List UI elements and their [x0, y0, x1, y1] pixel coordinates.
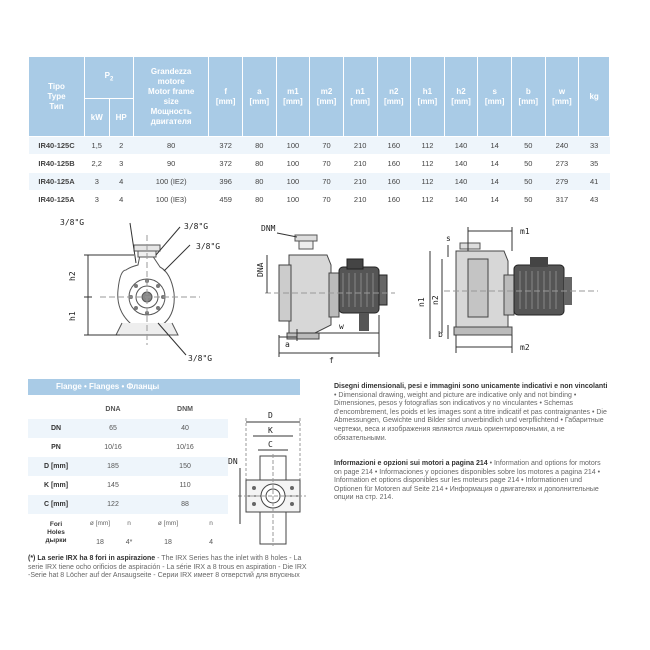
flange-cell-dnm: 110 [142, 476, 228, 495]
port-label-bottom: 3/8"G [188, 354, 213, 363]
table-cell: 80 [243, 155, 277, 173]
port-label-right: 3/8"G [196, 242, 221, 251]
table-cell: 3 [85, 191, 109, 209]
table-cell: 80 [133, 137, 208, 155]
table-cell: 50 [512, 191, 546, 209]
dim-label-m1: m1 [520, 227, 530, 236]
pump-front-view-drawing [60, 215, 250, 365]
flange-row [28, 495, 228, 514]
table-cell: 14 [478, 173, 512, 191]
table-cell: 140 [444, 173, 478, 191]
dim-label-h1: h1 [68, 311, 77, 321]
table-cell: 4 [109, 173, 133, 191]
table-cell: 210 [343, 173, 377, 191]
dim-label-s: s [446, 234, 451, 243]
flange-row [28, 438, 228, 457]
table-cell: 100 [276, 173, 310, 191]
dim-label-w: w [339, 322, 344, 331]
header-n1: n1 [mm] [343, 57, 377, 137]
table-cell: 80 [243, 173, 277, 191]
table-cell: 210 [343, 155, 377, 173]
table-cell: 100 (IE2) [133, 173, 208, 191]
table-cell: 140 [444, 155, 478, 173]
table-cell: 112 [411, 155, 445, 173]
flange-row [28, 476, 228, 495]
model-cell: IR40-125A [29, 173, 85, 191]
flange-cell-dnm: 150 [142, 457, 228, 476]
flange-footnote: (*) La serie IRX ha 8 fori in aspirazione - The IRX Series has the inlet with 8 holes - La serie IRX tiene ocho orificios de aspiración - La série IRX a 8 trous en aspiration - Die IRX -Serie hat 8 Löcher auf der Ansaugseite - Серии IRX имеет 8 отверстий для впускных [28, 555, 307, 580]
table-cell: 100 (IE3) [133, 191, 208, 209]
flange-dim-dn: DN [228, 457, 238, 466]
table-cell: 41 [579, 173, 610, 191]
table-cell: 2,2 [85, 155, 109, 173]
header-kw: kW [85, 99, 109, 137]
table-cell: 160 [377, 137, 411, 155]
table-cell: 160 [377, 191, 411, 209]
flange-corner [28, 400, 84, 419]
flange-cell-label: C [mm] [28, 495, 84, 514]
flange-fori-sub-dna-diam: ø [mm] [84, 514, 116, 533]
flange-fori-sub-dnm-diam: ø [mm] [142, 514, 194, 533]
table-cell: 372 [209, 137, 243, 155]
flange-fori-sub-dnm-n: n [194, 514, 228, 533]
header-m1: m1 [mm] [276, 57, 310, 137]
flange-cell-dnm: 10/16 [142, 438, 228, 457]
table-cell: 70 [310, 155, 344, 173]
table-row [29, 191, 610, 209]
flange-cell-label: K [mm] [28, 476, 84, 495]
dim-label-n2: n2 [431, 295, 440, 305]
header-a: a [mm] [243, 57, 277, 137]
table-row [29, 137, 610, 155]
table-cell: 35 [579, 155, 610, 173]
header-f: f [mm] [209, 57, 243, 137]
port-label-top-right: 3/8"G [184, 222, 209, 231]
table-cell: 14 [478, 137, 512, 155]
flange-cell-label: PN [28, 438, 84, 457]
table-cell: 50 [512, 137, 546, 155]
dim-label-b: b [438, 330, 443, 339]
header-m2: m2 [mm] [310, 57, 344, 137]
flange-row [28, 457, 228, 476]
flange-cell-dna: 65 [84, 419, 142, 438]
table-cell: 100 [276, 191, 310, 209]
table-cell: 2 [109, 137, 133, 155]
flange-cell-dnm: 88 [142, 495, 228, 514]
model-cell: IR40-125C [29, 137, 85, 155]
table-cell: 372 [209, 155, 243, 173]
table-cell: 112 [411, 137, 445, 155]
table-cell: 3 [109, 155, 133, 173]
flange-cell-label: D [mm] [28, 457, 84, 476]
flange-dim-k: K [268, 426, 273, 435]
table-cell: 80 [243, 137, 277, 155]
flange-col-dnm: DNM [142, 400, 228, 419]
dim-label-m2: m2 [520, 343, 530, 352]
table-cell: 396 [209, 173, 243, 191]
dim-label-h2: h2 [68, 271, 77, 281]
header-kg: kg [579, 57, 610, 137]
table-cell: 112 [411, 173, 445, 191]
table-cell: 90 [133, 155, 208, 173]
header-h2: h2 [mm] [444, 57, 478, 137]
table-cell: 14 [478, 191, 512, 209]
table-cell: 50 [512, 155, 546, 173]
flange-cell-dnm: 40 [142, 419, 228, 438]
dim-label-n1: n1 [417, 297, 426, 307]
table-cell: 43 [579, 191, 610, 209]
flange-drawing [228, 404, 308, 554]
disclaimer-note: Disegni dimensionali, pesi e immagini sono unicamente indicativi e non vincolanti • Dimensional drawing, weight and picture are indicative only and not binding • Dimensiones, pesos y fotografías son indicativos y no vinculantes • Schemas d’encombrement, les poids et les images sont a titre indicatif et pas contraignantes • Die Abmessungen, Gewichte und Bilder sind unverbindlich und verpflichtend • Габаритные чертежи, веса и изображения являются лишь ориентировочными, а не обязательными. [334, 383, 608, 442]
flange-fori-dna-n: 4* [116, 533, 142, 552]
dim-label-a: a [285, 340, 290, 349]
flange-dim-c: C [268, 440, 273, 449]
pump-rear-view-drawing [408, 215, 608, 365]
dim-label-dna: DNA [256, 262, 265, 277]
table-cell: 279 [545, 173, 579, 191]
table-row [29, 155, 610, 173]
flange-dim-d: D [268, 411, 273, 420]
table-cell: 70 [310, 137, 344, 155]
header-p2: $P_2$ [85, 57, 134, 99]
table-cell: 33 [579, 137, 610, 155]
table-cell: 317 [545, 191, 579, 209]
flange-cell-label: DN [28, 419, 84, 438]
header-s: s [mm] [478, 57, 512, 137]
table-body [29, 137, 610, 209]
table-cell: 160 [377, 173, 411, 191]
flange-cell-dna: 10/16 [84, 438, 142, 457]
table-cell: 140 [444, 137, 478, 155]
flange-row [28, 419, 228, 438]
flange-fori-dna-diam: 18 [84, 533, 116, 552]
flange-fori-sub-dna-n: n [116, 514, 142, 533]
table-cell: 70 [310, 191, 344, 209]
table-cell: 50 [512, 173, 546, 191]
table-cell: 14 [478, 155, 512, 173]
table-cell: 210 [343, 137, 377, 155]
table-cell: 3 [85, 173, 109, 191]
model-cell: IR40-125A [29, 191, 85, 209]
table-cell: 459 [209, 191, 243, 209]
header-hp: HP [109, 99, 133, 137]
dim-label-f: f [329, 356, 334, 365]
table-cell: 1,5 [85, 137, 109, 155]
pump-side-view-drawing [255, 215, 405, 365]
table-cell: 80 [243, 191, 277, 209]
pump-dimensions-table [28, 56, 610, 209]
flange-col-dna: DNA [84, 400, 142, 419]
table-cell: 240 [545, 137, 579, 155]
flange-cell-dna: 122 [84, 495, 142, 514]
header-w: w [mm] [545, 57, 579, 137]
header-grandezza: Grandezza motore Motor frame size Мощность двигателя [133, 57, 208, 137]
flange-section-title: Flange • Flanges • Фланцы [28, 379, 300, 395]
header-b: b [mm] [512, 57, 546, 137]
header-tipo: Tipo Type Тип [29, 57, 85, 137]
header-n2: n2 [mm] [377, 57, 411, 137]
table-cell: 4 [109, 191, 133, 209]
table-cell: 112 [411, 191, 445, 209]
table-cell: 100 [276, 155, 310, 173]
flange-cell-dna: 145 [84, 476, 142, 495]
flange-cell-dna: 185 [84, 457, 142, 476]
flange-fori-label: Fori Holes дырки [28, 514, 84, 552]
table-cell: 210 [343, 191, 377, 209]
flange-rows [28, 419, 228, 514]
model-cell: IR40-125B [29, 155, 85, 173]
flange-fori-dnm-diam: 18 [142, 533, 194, 552]
table-cell: 273 [545, 155, 579, 173]
table-row [29, 173, 610, 191]
dim-label-dnm: DNM [261, 224, 276, 233]
table-cell: 70 [310, 173, 344, 191]
table-cell: 140 [444, 191, 478, 209]
flange-table [28, 400, 228, 552]
flange-fori-dnm-n: 4 [194, 533, 228, 552]
table-cell: 160 [377, 155, 411, 173]
motor-info-note: Informazioni e opzioni sui motori a pagina 214 • Information and options for motors on page 214 • Informaciones y opciones disponibles sobre los motores a pagina 214 • Information et options disponibles sur les moteurs page 214 • Informationen und Optionen für Motoren auf Seite 214 • Информация о двигателях и дополнительные опции на стр. 214. [334, 460, 601, 502]
port-label-top-left: 3/8"G [60, 218, 85, 227]
header-h1: h1 [mm] [411, 57, 445, 137]
table-cell: 100 [276, 137, 310, 155]
